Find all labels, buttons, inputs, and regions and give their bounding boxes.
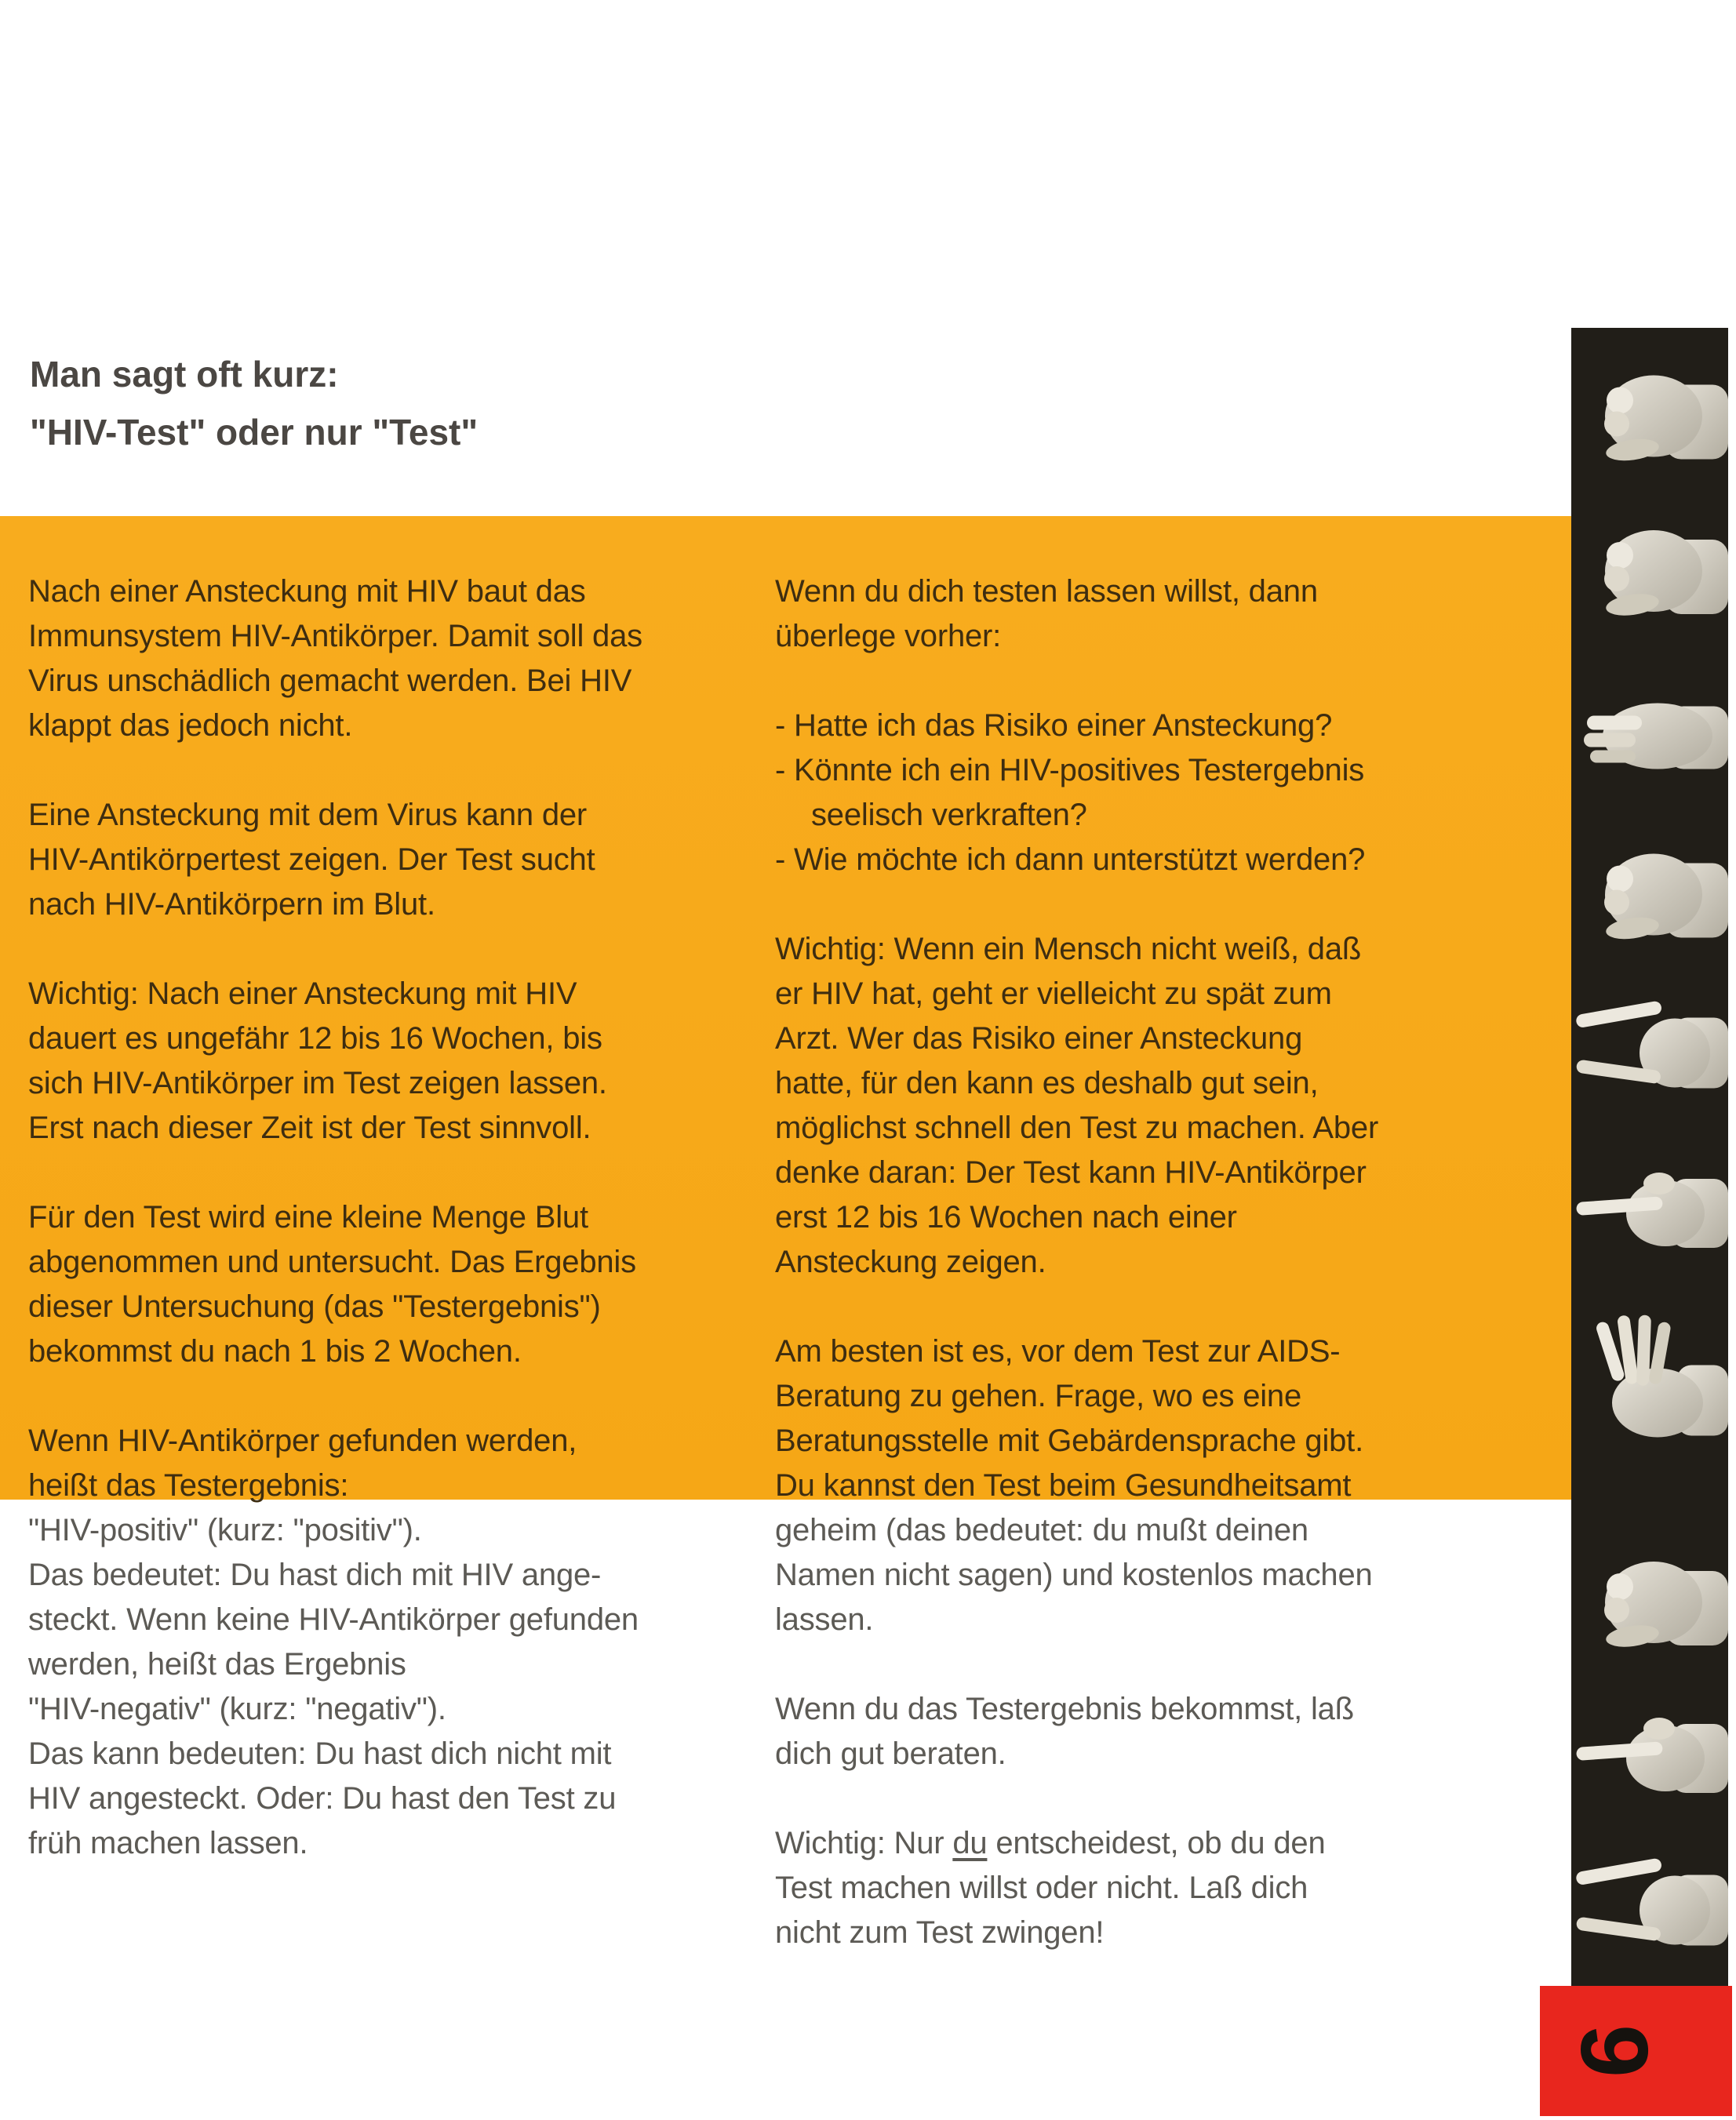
- v-fingers-hand-icon: [1571, 1830, 1728, 1983]
- text-segment: entscheidest, ob du den: [987, 1826, 1326, 1860]
- page-title-line2: "HIV-Test" oder nur "Test": [30, 412, 479, 453]
- fist-hand-icon: [1571, 340, 1728, 493]
- text-line: Immunsystem HIV-Antikörper. Damit soll das: [28, 619, 642, 653]
- text-line: steckt. Wenn keine HIV-Antikörper gefunden: [28, 1602, 639, 1637]
- text-line: Test machen willst oder nicht. Laß dich: [775, 1871, 1308, 1905]
- text-line: geheim (das bedeutet: du mußt deinen: [775, 1513, 1308, 1547]
- text-line: HIV-Antikörpertest zeigen. Der Test sucht: [28, 842, 595, 877]
- text-segment: Wichtig: Nur: [775, 1826, 953, 1860]
- text-line: - Wie möchte ich dann unterstützt werden?: [775, 842, 1366, 877]
- text-line: bekommst du nach 1 bis 2 Wochen.: [28, 1334, 522, 1369]
- page-title: [30, 345, 478, 461]
- text-line: dich gut beraten.: [775, 1736, 1006, 1771]
- page-number: 9: [1560, 2024, 1668, 2078]
- text-line: er HIV hat, geht er vielleicht zu spät zum: [775, 976, 1332, 1011]
- pointing-finger-hand-icon: [1571, 1678, 1728, 1827]
- text-line: Namen nicht sagen) und kostenlos machen: [775, 1558, 1373, 1592]
- text-line: Beratungsstelle mit Gebärdensprache gibt.: [775, 1424, 1364, 1458]
- text-line: dauert es ungefähr 12 bis 16 Wochen, bis: [28, 1021, 602, 1056]
- sign-language-photo-strip: [1571, 328, 1728, 1986]
- paragraph: [775, 1687, 1485, 1776]
- paragraph: [775, 704, 1485, 882]
- text-line: Ansteckung zeigen.: [775, 1245, 1046, 1279]
- text-line: Wenn du dich testen lassen willst, dann: [775, 574, 1318, 609]
- text-line: "HIV-negativ" (kurz: "negativ").: [28, 1692, 446, 1726]
- text-line: klappt das jedoch nicht.: [28, 708, 353, 743]
- text-line: früh machen lassen.: [28, 1826, 308, 1860]
- paragraph: [28, 793, 762, 927]
- text-line: "HIV-positiv" (kurz: "positiv").: [28, 1513, 422, 1547]
- text-line: Wichtig: Wenn ein Mensch nicht weiß, daß: [775, 932, 1362, 966]
- text-line: möglichst schnell den Test zu machen. Aber: [775, 1111, 1379, 1145]
- text-line: Erst nach dieser Zeit ist der Test sinnvoll.: [28, 1111, 591, 1145]
- paragraph: [28, 1508, 762, 1866]
- paragraph: [775, 1821, 1485, 1955]
- paragraph: [775, 1508, 1485, 1642]
- text-line: dieser Untersuchung (das "Testergebnis"): [28, 1289, 601, 1324]
- text-line: Am besten ist es, vor dem Test zur AIDS-: [775, 1334, 1341, 1369]
- paragraph: [775, 1329, 1485, 1508]
- text-line: heißt das Testergebnis:: [28, 1468, 349, 1503]
- text-line: nach HIV-Antikörpern im Blut.: [28, 887, 435, 922]
- text-line: erst 12 bis 16 Wochen nach einer: [775, 1200, 1237, 1235]
- page-number-square: [1540, 1986, 1732, 2116]
- text-line: Virus unschädlich gemacht werden. Bei HIV: [28, 664, 632, 698]
- text-line: sich HIV-Antikörper im Test zeigen lassen.: [28, 1066, 607, 1100]
- cupped-fist-hand-icon: [1571, 493, 1728, 649]
- paragraph: [775, 927, 1485, 1285]
- text-line: Für den Test wird eine kleine Menge Blut: [28, 1200, 588, 1235]
- text-line: [775, 1821, 1485, 1866]
- paragraph: [28, 1419, 762, 1508]
- text-column-right: [775, 569, 1485, 1955]
- v-fingers-hand-icon: [1571, 973, 1728, 1125]
- text-column-left: [28, 569, 762, 1866]
- text-line: werden, heißt das Ergebnis: [28, 1647, 406, 1682]
- text-line: Arzt. Wer das Risiko einer Ansteckung: [775, 1021, 1303, 1056]
- text-line: Du kannst den Test beim Gesundheitsamt: [775, 1468, 1352, 1503]
- paragraph: [28, 1195, 762, 1374]
- text-line: Eine Ansteckung mit dem Virus kann der: [28, 798, 588, 832]
- flat-palm-hand-icon: [1571, 657, 1728, 810]
- text-line: Wenn du das Testergebnis bekommst, laß: [775, 1692, 1354, 1726]
- text-line: nicht zum Test zwingen!: [775, 1915, 1105, 1950]
- paragraph: [28, 569, 762, 748]
- text-line: Nach einer Ansteckung mit HIV baut das: [28, 574, 586, 609]
- open-palm-hand-icon: [1571, 1293, 1728, 1477]
- text-line: überlege vorher:: [775, 619, 1002, 653]
- text-line: seelisch verkraften?: [811, 798, 1087, 832]
- text-line: Wichtig: Nach einer Ansteckung mit HIV: [28, 976, 577, 1011]
- fist-hand-icon: [1571, 818, 1728, 971]
- text-line: HIV angesteckt. Oder: Du hast den Test zu: [28, 1781, 617, 1816]
- paragraph: [28, 972, 762, 1151]
- text-line: hatte, für den kann es deshalb gut sein,: [775, 1066, 1319, 1100]
- text-line: abgenommen und untersucht. Das Ergebnis: [28, 1245, 636, 1279]
- text-line: Das kann bedeuten: Du hast dich nicht mit: [28, 1736, 612, 1771]
- text-line: denke daran: Der Test kann HIV-Antikörper: [775, 1155, 1367, 1190]
- text-line: Wenn HIV-Antikörper gefunden werden,: [28, 1424, 577, 1458]
- text-line: - Könnte ich ein HIV-positives Testergebnis: [775, 753, 1365, 787]
- text-line: Das bedeutet: Du hast dich mit HIV ange-: [28, 1558, 602, 1592]
- pointing-finger-hand-icon: [1571, 1129, 1728, 1286]
- underlined-word: du: [952, 1826, 988, 1860]
- fist-thumb-hand-icon: [1571, 1528, 1728, 1677]
- text-line: Beratung zu gehen. Frage, wo es eine: [775, 1379, 1302, 1413]
- paragraph: [775, 569, 1485, 659]
- text-line: lassen.: [775, 1602, 874, 1637]
- page-title-line1: Man sagt oft kurz:: [30, 354, 339, 395]
- text-line: - Hatte ich das Risiko einer Ansteckung?: [775, 708, 1333, 743]
